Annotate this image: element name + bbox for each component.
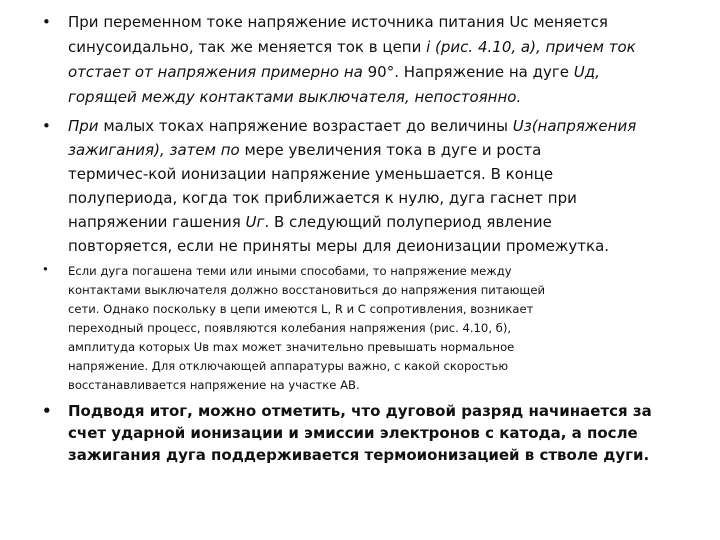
text-run: малых токах напряжение возрастает до величины [103,117,513,135]
text-line [68,302,533,316]
text-line [68,165,553,183]
bullet-item-small-currents [36,114,696,258]
text-run: повторяется, если не приняты меры для деионизации промежутка. [68,237,610,255]
paragraph-small-currents [68,114,696,258]
bullet-icon: • [42,262,49,276]
text-run: . В следующий полупериод явление [264,213,552,231]
text-line [68,446,649,464]
text-line [68,264,512,278]
text-line [68,141,541,159]
text-run: амплитуда которых Uв max может значительно превышать нормальное [68,340,515,354]
text-line [68,213,552,231]
italic-text-run: i (рис. 4.10, а), причем ток [426,38,636,56]
paragraph-arc-extinguished [68,262,696,395]
text-run: термичес-кой ионизации напряжение уменьшается. В конце [68,165,554,183]
text-run: мере увеличения тока в дуге и роста [244,141,542,159]
bullet-icon: • [42,402,52,420]
text-run: напряжение. Для отключающей аппаратуры важно, с какой скоростью [68,359,509,373]
italic-text-run: горящей между контактами выключателя, непостоянно. [68,88,522,106]
italic-text-run: зажигания), затем по [68,141,245,159]
text-run: напряжении гашения [68,213,246,231]
text-line [68,378,360,392]
text-line [68,13,608,31]
paragraph-ac-voltage [68,10,696,110]
bullet-item-summary [36,400,696,466]
text-run: Если дуга погашена теми или иными способами, то напряжение между [68,264,512,278]
text-line [68,321,511,335]
text-run: При переменном токе напряжение источника питания Uc меняется [68,13,608,31]
bullet-item-ac-voltage [36,10,696,110]
bullet-icon: • [42,117,51,135]
bullet-list [36,10,696,466]
text-line [68,359,508,373]
text-run: восстанавливается напряжение на участке АВ. [68,378,360,392]
text-line [68,402,652,420]
text-run: сети. Однако поскольку в цепи имеются L, R и С сопротивления, возникает [68,302,534,316]
bullet-icon: • [42,13,51,31]
text-run: 90°. Напряжение на дуге [367,63,574,81]
text-line [68,117,636,135]
italic-text-run: отстает от напряжения примерно на [68,63,368,81]
text-line [68,340,514,354]
text-line [68,237,609,255]
italic-text-run: Uд, [573,63,600,81]
text-line [68,189,577,207]
italic-text-run: При [68,117,104,135]
paragraph-summary [68,400,696,466]
text-line [68,424,638,442]
italic-text-run: Uг [245,213,265,231]
text-line [68,63,600,81]
text-line [68,38,636,56]
text-run: счет ударной ионизации и эмиссии электронов с катода, а после [68,424,638,442]
text-run: контактами выключателя должно восстановиться до напряжения питающей [68,283,546,297]
text-run: зажигания дуга поддерживается термоионизацией в стволе дуги. [68,446,650,464]
text-line [68,283,545,297]
text-run: переходный процесс, появляются колебания напряжения (рис. 4.10, б), [68,321,512,335]
text-run: Подводя итог, можно отметить, что дуговой разряд начинается за [68,402,652,420]
text-run: синусоидально, так же меняется ток в цепи [68,38,427,56]
text-run: полупериода, когда ток приближается к нулю, дуга гаснет при [68,189,577,207]
text-line [68,88,521,106]
bullet-item-arc-extinguished [36,262,696,395]
italic-text-run: Uз(напряжения [512,117,637,135]
